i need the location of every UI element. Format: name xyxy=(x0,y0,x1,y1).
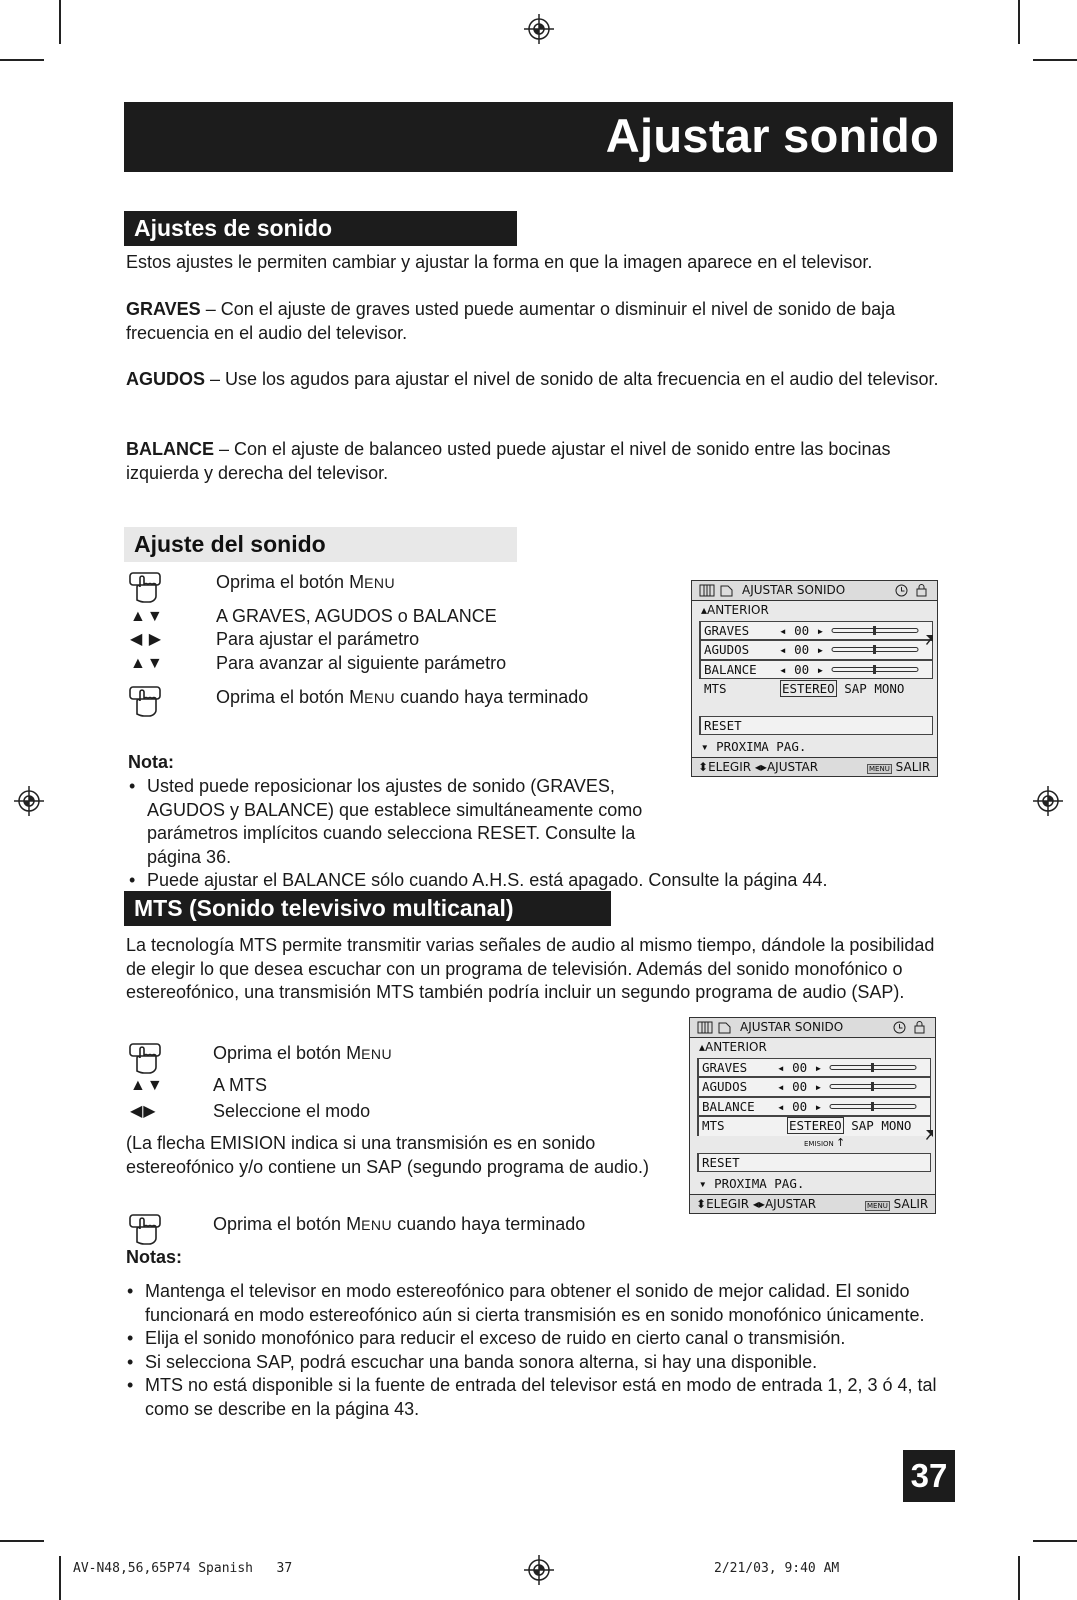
osd-row-balance[interactable] xyxy=(697,1097,931,1117)
registration-mark-icon xyxy=(1033,786,1063,816)
osd-label: AGUDOS xyxy=(702,1079,748,1094)
osd-mts-estereo[interactable]: ESTEREO xyxy=(782,681,835,696)
page-number: 37 xyxy=(903,1450,955,1502)
crop-mark xyxy=(59,1556,61,1600)
osd-title: AJUSTAR SONIDO xyxy=(740,1020,844,1034)
crop-mark xyxy=(59,0,61,44)
section-heading-ajustes: Ajustes de sonido xyxy=(124,211,517,246)
step-text: Oprima el botón M xyxy=(216,687,365,707)
osd-menu-tag: MENU xyxy=(867,1201,888,1210)
menu-smallcaps: ENU xyxy=(364,690,396,706)
osd-mts-mono[interactable]: MONO xyxy=(881,1118,912,1133)
note-item: • Si selecciona SAP, podrá escuchar una banda sonora alterna, si hay una disponible. xyxy=(125,1351,961,1375)
left-right-arrows-icon: ◀ ▶ xyxy=(130,631,163,648)
osd-label: RESET xyxy=(704,717,742,733)
osd-value: ◂ 00 ▸ xyxy=(779,622,825,638)
mts-step-to-mts: A MTS xyxy=(213,1075,268,1095)
registration-mark-icon xyxy=(524,14,554,44)
osd-mts-options xyxy=(780,679,904,698)
osd-row-graves[interactable] xyxy=(699,621,933,641)
osd-slider-icon xyxy=(829,1102,917,1111)
osd-level: 00 xyxy=(794,661,810,677)
left-right-arrows-icon: ◀▶ xyxy=(130,1103,157,1120)
registration-mark-icon xyxy=(14,786,44,816)
osd-slider-icon xyxy=(829,1082,917,1091)
osd-value: ◂ 00 ▸ xyxy=(777,1098,823,1114)
crop-mark xyxy=(1018,0,1020,44)
osd-slider-icon xyxy=(829,1063,917,1072)
mts-notes-list xyxy=(125,1280,961,1421)
osd-level: 00 xyxy=(792,1079,808,1094)
graves-description xyxy=(126,298,946,345)
step-select-params: A GRAVES, AGUDOS o BALANCE xyxy=(216,606,497,626)
menu-button-hand-icon xyxy=(128,570,164,606)
osd-clock-icon xyxy=(893,1021,906,1034)
notes-list xyxy=(127,775,957,893)
osd-row-agudos[interactable] xyxy=(697,1077,931,1097)
print-slug-left: AV-N48,56,65P74 Spanish 37 xyxy=(73,1561,293,1576)
osd-clock-icon xyxy=(895,584,908,597)
step-text: cuando haya terminado xyxy=(392,1214,586,1234)
menu-button-hand-icon xyxy=(128,684,164,720)
step-text: Oprima el botón M xyxy=(213,1043,362,1063)
crop-mark xyxy=(0,59,44,61)
balance-text: – Con el ajuste de balanceo usted puede ajustar el nivel de sonido entre las bocinas izquierda y derecha del televisor. xyxy=(126,439,891,483)
menu-smallcaps: ENU xyxy=(361,1217,393,1233)
osd-proxima-label: PROXIMA PAG. xyxy=(716,739,807,754)
emision-arrow-icon: ↑ xyxy=(836,1135,846,1149)
section-intro: Estos ajustes le permiten cambiar y ajustar la forma en que la imagen aparece en el televisor. xyxy=(126,252,873,272)
up-down-arrows-icon: ▲▼ xyxy=(130,1077,164,1094)
osd-elegir: ELEGIR xyxy=(708,759,752,774)
crop-mark xyxy=(0,1540,44,1542)
step-adjust-param: Para ajustar el parámetro xyxy=(216,629,420,649)
mts-step-press-menu xyxy=(213,1042,392,1066)
osd-value: ◂ 00 ▸ xyxy=(777,1079,823,1094)
osd-label: RESET xyxy=(702,1154,740,1170)
up-down-arrows-icon: ▲▼ xyxy=(130,655,164,672)
osd-mts-sap[interactable]: SAP xyxy=(851,1118,874,1133)
osd-spacer xyxy=(692,699,937,716)
agudos-term: AGUDOS xyxy=(126,369,206,389)
osd-emision-row xyxy=(690,1136,935,1153)
step-next-param: Para avanzar al siguiente parámetro xyxy=(216,653,507,673)
registration-mark-icon xyxy=(524,1555,554,1585)
print-slug-right: 2/21/03, 9:40 AM xyxy=(714,1561,840,1576)
osd-footer: ⬍ELEGIR ◂▸AJUSTAR MENU SALIR xyxy=(690,1194,935,1213)
osd-row-agudos[interactable] xyxy=(699,640,933,660)
agudos-description xyxy=(126,368,946,392)
osd-footer: ⬍ELEGIR ◂▸AJUSTAR MENU SALIR xyxy=(692,757,937,776)
osd-row-graves[interactable] xyxy=(697,1058,931,1078)
menu-smallcaps: ENU xyxy=(361,1046,393,1062)
osd-ajustar: AJUSTAR xyxy=(766,759,819,774)
osd-emision-text: EMISION xyxy=(804,1139,834,1148)
osd-value: ◂ 00 ▸ xyxy=(777,1059,823,1075)
osd-value: ◂ 00 ▸ xyxy=(779,642,825,657)
agudos-text: – Use los agudos para ajustar el nivel de sonido de alta frecuencia en el audio del televisor. xyxy=(205,369,939,389)
notes-label: Notas: xyxy=(126,1247,183,1267)
menu-button-hand-icon xyxy=(128,1212,164,1248)
osd-ajustar: AJUSTAR xyxy=(764,1196,817,1211)
osd-mts-estereo[interactable]: ESTEREO xyxy=(789,1118,842,1133)
osd-menu-mts xyxy=(689,1017,936,1214)
osd-header xyxy=(690,1018,935,1038)
menu-smallcaps: ENU xyxy=(364,575,396,591)
osd-level: 00 xyxy=(792,1098,808,1114)
osd-menu-sound xyxy=(691,580,938,777)
osd-mts-mono[interactable]: MONO xyxy=(874,681,905,696)
osd-label: BALANCE xyxy=(704,661,757,677)
note-item: • Puede ajustar el BALANCE sólo cuando A.H.S. está apagado. Consulte la página 44. xyxy=(127,869,957,893)
osd-level: 00 xyxy=(792,1059,808,1075)
osd-anterior[interactable]: ▴ANTERIOR xyxy=(701,603,769,617)
page-title-bar xyxy=(124,102,953,172)
osd-lock-icon xyxy=(916,584,927,597)
note-item: • Elija el sonido monofónico para reducir el exceso de ruido en cierto canal o transmisión. xyxy=(125,1327,961,1351)
osd-label: MTS xyxy=(704,681,727,696)
osd-slider-icon xyxy=(831,626,919,635)
osd-anterior-label: ANTERIOR xyxy=(707,603,769,617)
osd-anterior-label: ANTERIOR xyxy=(705,1040,767,1054)
emision-note: (La flecha EMISION indica si una transmisión es en sonido estereofónico y/o contiene un SAP (segundo programa de audio.) xyxy=(126,1133,650,1177)
step-text: cuando haya terminado xyxy=(395,687,589,707)
note-item: • Usted puede reposicionar los ajustes de sonido (GRAVES, AGUDOS y BALANCE) que establece simultáneamente como parámetros implícitos cuando selecciona RESET. Consulte la página 36. xyxy=(127,775,957,869)
graves-term: GRAVES xyxy=(126,299,201,319)
mts-step-press-menu-done xyxy=(213,1213,585,1237)
osd-proxima[interactable]: ▾ PROXIMA PAG. xyxy=(699,1176,805,1191)
note-label: Nota: xyxy=(128,752,174,772)
osd-lock-icon xyxy=(914,1021,925,1034)
osd-value: ◂ 00 ▸ xyxy=(779,661,825,677)
osd-title: AJUSTAR SONIDO xyxy=(742,583,846,597)
osd-menu-tag: MENU xyxy=(869,764,890,773)
balance-description xyxy=(126,438,926,485)
osd-menu-icon xyxy=(699,584,715,597)
osd-slider-icon xyxy=(831,645,919,654)
menu-button-hand-icon xyxy=(128,1041,164,1077)
crop-mark xyxy=(1018,1556,1020,1600)
osd-row-reset[interactable] xyxy=(699,716,933,736)
note-item: • MTS no está disponible si la fuente de entrada del televisor está en modo de entrada 1, 2, 3 ó 4, tal como se describe en la página 43. xyxy=(125,1374,961,1421)
osd-slider-icon xyxy=(831,665,919,674)
osd-speaker-icon xyxy=(718,1021,734,1034)
osd-label: GRAVES xyxy=(702,1059,748,1075)
osd-emision-label xyxy=(804,1133,845,1154)
osd-proxima-label: PROXIMA PAG. xyxy=(714,1176,805,1191)
section-heading-ajuste-sonido: Ajuste del sonido xyxy=(124,527,517,562)
crop-mark xyxy=(1033,59,1077,61)
up-down-arrows-icon: ▲▼ xyxy=(130,608,164,625)
cursor-arrow-icon xyxy=(925,1129,935,1141)
osd-label: AGUDOS xyxy=(704,642,750,657)
mts-intro: La tecnología MTS permite transmitir varias señales de audio al mismo tiempo, dándole la posibilidad de elegir lo que desea escuchar con un programa de televisión. Además del sonido monofónico o estereofónico, una transmisión MTS también podría incluir un segundo programa de audio (SAP). xyxy=(126,935,935,1002)
osd-row-mts[interactable] xyxy=(692,679,937,699)
osd-level: 00 xyxy=(794,642,810,657)
osd-mts-sap[interactable]: SAP xyxy=(844,681,867,696)
osd-speaker-icon xyxy=(720,584,736,597)
balance-term: BALANCE xyxy=(126,439,214,459)
step-text: Oprima el botón M xyxy=(216,572,365,592)
step-press-menu xyxy=(216,571,395,595)
osd-elegir: ELEGIR xyxy=(706,1196,750,1211)
page-title: Ajustar sonido xyxy=(605,109,939,162)
section-heading-mts: MTS (Sonido televisivo multicanal) xyxy=(124,891,611,926)
crop-mark xyxy=(1033,1540,1077,1542)
step-press-menu-done xyxy=(216,686,588,710)
osd-row-balance[interactable] xyxy=(699,660,933,680)
osd-menu-icon xyxy=(697,1021,713,1034)
step-text: Oprima el botón M xyxy=(213,1214,362,1234)
graves-text: – Con el ajuste de graves usted puede aumentar o disminuir el nivel de sonido de baja frecuencia en el audio del televisor. xyxy=(126,299,896,343)
osd-salir: SALIR xyxy=(895,759,931,774)
osd-salir: SALIR xyxy=(893,1196,929,1211)
osd-proxima[interactable]: ▾ PROXIMA PAG. xyxy=(701,739,807,754)
osd-row-reset[interactable] xyxy=(697,1153,931,1173)
cursor-arrow-icon xyxy=(925,634,935,646)
note-item: • Mantenga el televisor en modo estereofónico para obtener el sonido de mejor calidad. El sonido funcionará en modo estereofónico aún si cierta transmisión es en sonido monofónico únicamente. xyxy=(125,1280,961,1327)
osd-label: BALANCE xyxy=(702,1098,755,1114)
osd-header xyxy=(692,581,937,601)
osd-level: 00 xyxy=(794,622,810,638)
mts-step-select-mode: Seleccione el modo xyxy=(213,1101,371,1121)
osd-anterior[interactable]: ▴ANTERIOR xyxy=(699,1040,767,1054)
osd-label: MTS xyxy=(702,1118,725,1133)
osd-label: GRAVES xyxy=(704,622,750,638)
